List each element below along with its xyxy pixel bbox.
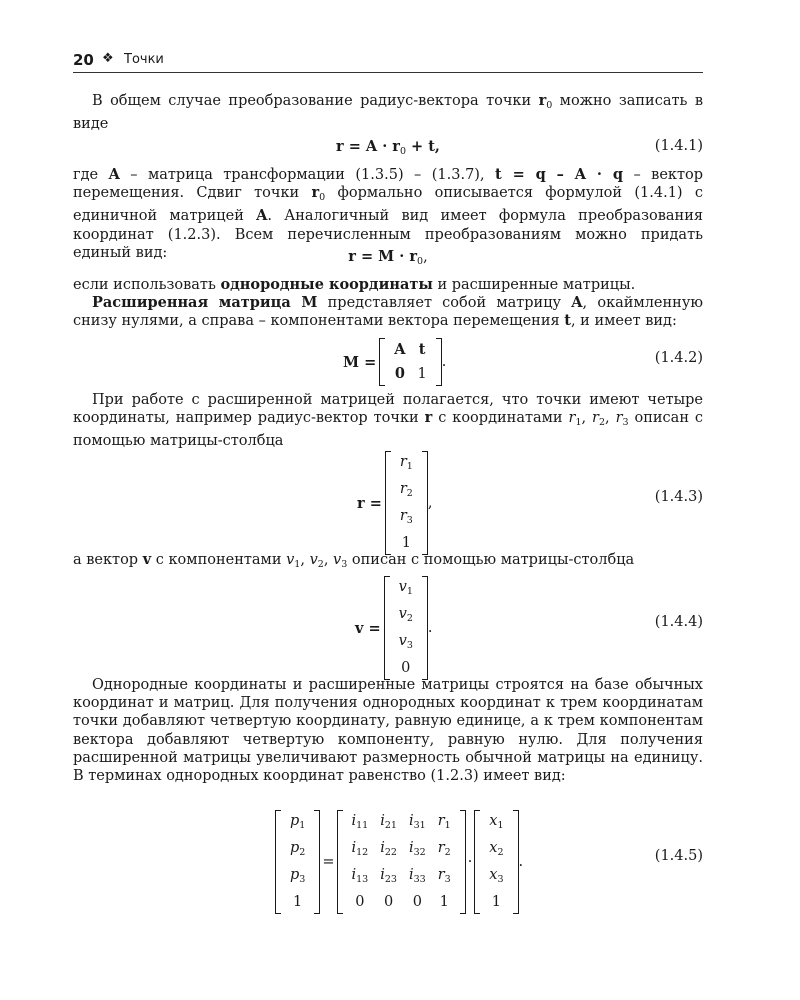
column-matrix-x: $x_1$ $x_2$ $x_3$ 1 <box>474 810 518 914</box>
equation-number: (1.4.2) <box>654 350 703 366</box>
header-rule <box>73 72 703 73</box>
page-number: 20 <box>73 51 94 69</box>
column-matrix-p: $p_1$ $p_2$ $p_3$ 1 <box>275 810 320 914</box>
diamond-ornament-icon: ❖ <box>102 51 114 66</box>
equation-unified <box>73 248 703 268</box>
column-matrix-r: $r_1$ $r_2$ $r_3$ 1 <box>385 451 428 555</box>
equation-number: (1.4.3) <box>654 489 703 505</box>
paragraph-1: В общем случае преобразование радиус-вектора точки $r_0$ можно записать в виде <box>73 92 703 133</box>
equation-1-4-5 <box>73 810 703 910</box>
paragraph-4: Расширенная матрица M представляет собой матрицу A, окаймленную снизу нулями, а справа – компонентами вектора перемещения t, и имеет вид: <box>73 294 703 330</box>
equation-1-4-1 <box>73 138 703 158</box>
equation-body: $r = M \cdot r_0$, <box>348 248 428 267</box>
paragraph-6: а вектор v с компонентами $v_1$, $v_2$, $v_3$ описан с помощью матрицы-столбца <box>73 551 635 570</box>
paragraph-7: Однородные координаты и расширенные матрицы строятся на базе обычных координат и матриц. Для получения однородных координат к трем координатам точки добавляют четвертую координату, равную единице, а к трем компонентам вектора добавляют четвертую компоненту, равную нулю. Для получения расширенной матрицы увеличивают размерность обычной матрицы на единицу. В терминах однородных координат равенство (1.2.3) имеет вид: <box>73 677 703 785</box>
equation-body: $p_1$ $p_2$ $p_3$ 1 = $i_{11}$ $i_{21}$ $i_{31}$ $r_1$ $i_{12}$ $i_{22}$ $i_{32}$ $r_2$ $i_{13}$ $i_{23}$ $i_{33}$ $r_3$ 0 0 0 1 · $x_1$ $x_2$ $x_3$ 1 . <box>275 810 523 914</box>
equation-number: (1.4.1) <box>654 138 703 154</box>
paragraph-2: где A – матрица трансформации (1.3.5) – (1.3.7), t = q – A · q – вектор перемещения. Сдвиг точки $r_0$ формально описывается формулой (1.4.1) с единичной матрицей A. Аналогичный вид имеет формула преобразования координат (1.2.3). Всем перечисленным преобразованиям можно придать единый вид: <box>73 166 704 261</box>
extended-matrix: A t 0 1 <box>379 338 442 386</box>
equation-body: $r = A \cdot r_0 + t$, <box>336 138 440 157</box>
equation-number: (1.4.4) <box>654 614 703 630</box>
paragraph-3: если использовать однородные координаты и расширенные матрицы. <box>73 276 636 293</box>
equation-body: v = $v_1$ $v_2$ $v_3$ 0 . <box>355 576 432 680</box>
extended-matrix-4x4: $i_{11}$ $i_{21}$ $i_{31}$ $r_1$ $i_{12}$ $i_{22}$ $i_{32}$ $r_2$ $i_{13}$ $i_{23}$ $i_{33}$ $r_3$ 0 0 0 1 <box>337 810 466 914</box>
equation-1-4-3 <box>73 451 703 551</box>
paragraph-5: При работе с расширенной матрицей полагается, что точки имеют четыре координаты, например радиус-вектор точки r с координатами $r_1$, $r_2$, $r_3$ описан с помощью матрицы-столбца <box>73 392 704 450</box>
page-header <box>73 48 703 72</box>
equation-body: M = A t 0 1 . <box>343 338 446 386</box>
equation-body: r = $r_1$ $r_2$ $r_3$ 1 , <box>357 451 432 555</box>
column-matrix-v: $v_1$ $v_2$ $v_3$ 0 <box>384 576 428 680</box>
equation-1-4-4 <box>73 576 703 676</box>
equation-number: (1.4.5) <box>654 848 703 864</box>
equation-1-4-2 <box>73 338 703 382</box>
chapter-title: Точки <box>124 52 164 67</box>
